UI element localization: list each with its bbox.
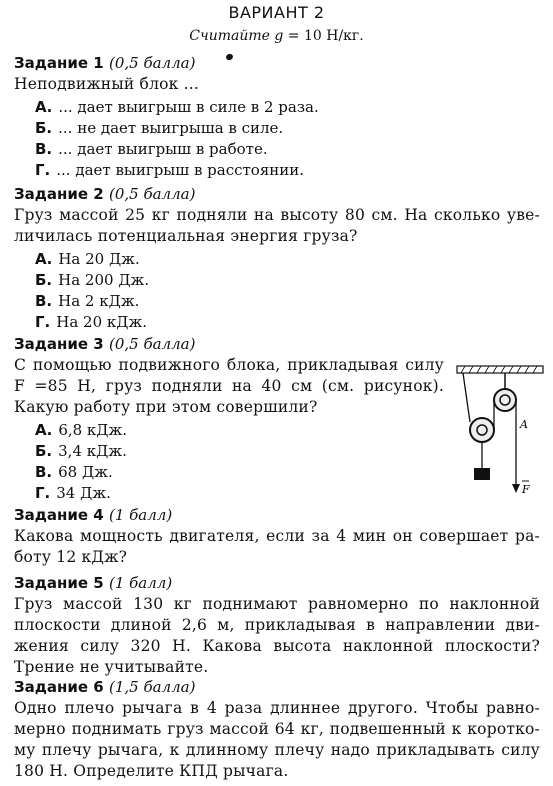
pulley-figure bbox=[455, 362, 545, 502]
task-text-line: F =85 Н, груз подняли на 40 см (см. рисунок). bbox=[14, 377, 444, 395]
option-key: Г. bbox=[35, 313, 51, 331]
option-key: Г. bbox=[35, 484, 51, 502]
task-text-line: боту 12 кДж? bbox=[14, 548, 128, 566]
option-text: 34 Дж. bbox=[56, 484, 111, 502]
task-text-line: Неподвижный блок ... bbox=[14, 75, 200, 93]
task-label: Задание 6 bbox=[14, 678, 104, 696]
rope-left bbox=[463, 373, 470, 422]
task-label: Задание 5 bbox=[14, 574, 104, 592]
answer-option bbox=[14, 441, 444, 462]
option-text: ... не дает выигрыша в силе. bbox=[58, 119, 284, 137]
task-label: Задание 4 bbox=[14, 506, 104, 524]
option-key: Б. bbox=[35, 119, 53, 137]
option-text: На 200 Дж. bbox=[58, 271, 150, 289]
given-symbol: g bbox=[274, 28, 284, 44]
task-heading bbox=[14, 572, 540, 594]
answer-option bbox=[14, 118, 540, 139]
option-key: Г. bbox=[35, 161, 51, 179]
task-heading bbox=[14, 52, 540, 74]
given-value: = 10 Н/кг. bbox=[287, 28, 364, 44]
option-text: 6,8 кДж. bbox=[58, 421, 128, 439]
task-5 bbox=[14, 572, 540, 678]
task-2 bbox=[14, 183, 540, 333]
page-title: ВАРИАНТ 2 bbox=[228, 3, 325, 22]
task-points: (0,5 балла) bbox=[108, 54, 196, 72]
task-text-line: личилась потенциальная энергия груза? bbox=[14, 227, 358, 245]
label-f: F bbox=[522, 483, 530, 496]
task-text-line: плоскости длиной 2,6 м, прикладывая в направлении дви- bbox=[14, 616, 540, 634]
given-prefix: Считайте bbox=[189, 28, 270, 44]
fixed-pulley bbox=[494, 389, 516, 411]
task-1 bbox=[14, 52, 540, 181]
option-text: На 20 Дж. bbox=[58, 250, 140, 268]
task-text-line: жения силу 320 Н. Какова высота наклонной плоскости? bbox=[14, 637, 540, 655]
option-key: А. bbox=[35, 250, 53, 268]
task-text-line: Какую работу при этом совершили? bbox=[14, 398, 318, 416]
task-4 bbox=[14, 504, 540, 568]
task-heading bbox=[14, 676, 540, 698]
task-points: (1,5 балла) bbox=[108, 678, 196, 696]
option-key: Б. bbox=[35, 442, 53, 460]
option-key: В. bbox=[35, 463, 53, 481]
task-heading bbox=[14, 333, 444, 355]
force-arrow-icon bbox=[512, 484, 520, 493]
task-heading bbox=[14, 504, 540, 526]
option-text: ... дает выигрыш в силе в 2 раза. bbox=[58, 98, 319, 116]
movable-pulley bbox=[470, 418, 494, 442]
answer-option bbox=[14, 97, 540, 118]
label-a: A bbox=[520, 418, 528, 431]
answer-option bbox=[14, 249, 540, 270]
task-points: (0,5 балла) bbox=[108, 185, 196, 203]
task-text-line: С помощью подвижного блока, прикладывая силу bbox=[14, 356, 444, 374]
answer-option bbox=[14, 420, 444, 441]
task-heading bbox=[14, 183, 540, 205]
answer-option bbox=[14, 139, 540, 160]
option-text: 3,4 кДж. bbox=[58, 442, 127, 460]
task-points: (0,5 балла) bbox=[108, 335, 196, 353]
answer-option bbox=[14, 270, 540, 291]
task-text-line: му плечу рычага, к длинному плечу надо прикладывать силу bbox=[14, 741, 540, 759]
option-key: А. bbox=[35, 421, 53, 439]
load-weight bbox=[474, 468, 490, 480]
task-text-line: Груз массой 130 кг поднимают равномерно по наклонной bbox=[14, 595, 540, 613]
answer-option bbox=[14, 462, 444, 483]
task-label: Задание 1 bbox=[14, 54, 104, 72]
option-key: В. bbox=[35, 140, 53, 158]
task-label: Задание 2 bbox=[14, 185, 104, 203]
answer-option bbox=[14, 312, 540, 333]
task-text-line: 180 Н. Определите КПД рычага. bbox=[14, 762, 289, 780]
option-text: На 20 кДж. bbox=[56, 313, 148, 331]
task-points: (1 балл) bbox=[108, 574, 173, 592]
task-text-line: Груз массой 25 кг подняли на высоту 80 см. На сколько уве- bbox=[14, 206, 540, 224]
given-constant bbox=[0, 28, 553, 44]
option-key: В. bbox=[35, 292, 53, 310]
task-text-line: Одно плечо рычага в 4 раза длиннее другого. Чтобы равно- bbox=[14, 699, 540, 717]
task-text-line: Какова мощность двигателя, если за 4 мин он совершает ра- bbox=[14, 527, 540, 545]
task-points: (1 балл) bbox=[108, 506, 173, 524]
option-text: На 2 кДж. bbox=[58, 292, 140, 310]
task-text-line: мерно поднимать груз массой 64 кг, подвешенный к коротко- bbox=[14, 720, 540, 738]
option-key: А. bbox=[35, 98, 53, 116]
option-text: 68 Дж. bbox=[58, 463, 113, 481]
task-text-line: Трение не учитывайте. bbox=[14, 658, 209, 676]
answer-option bbox=[14, 291, 540, 312]
option-key: Б. bbox=[35, 271, 53, 289]
task-label: Задание 3 bbox=[14, 335, 104, 353]
option-text: ... дает выигрыш в расстоянии. bbox=[56, 161, 305, 179]
task-3 bbox=[14, 333, 444, 504]
task-6 bbox=[14, 676, 540, 782]
answer-option bbox=[14, 483, 444, 504]
option-text: ... дает выигрыш в работе. bbox=[58, 140, 268, 158]
answer-option bbox=[14, 160, 540, 181]
